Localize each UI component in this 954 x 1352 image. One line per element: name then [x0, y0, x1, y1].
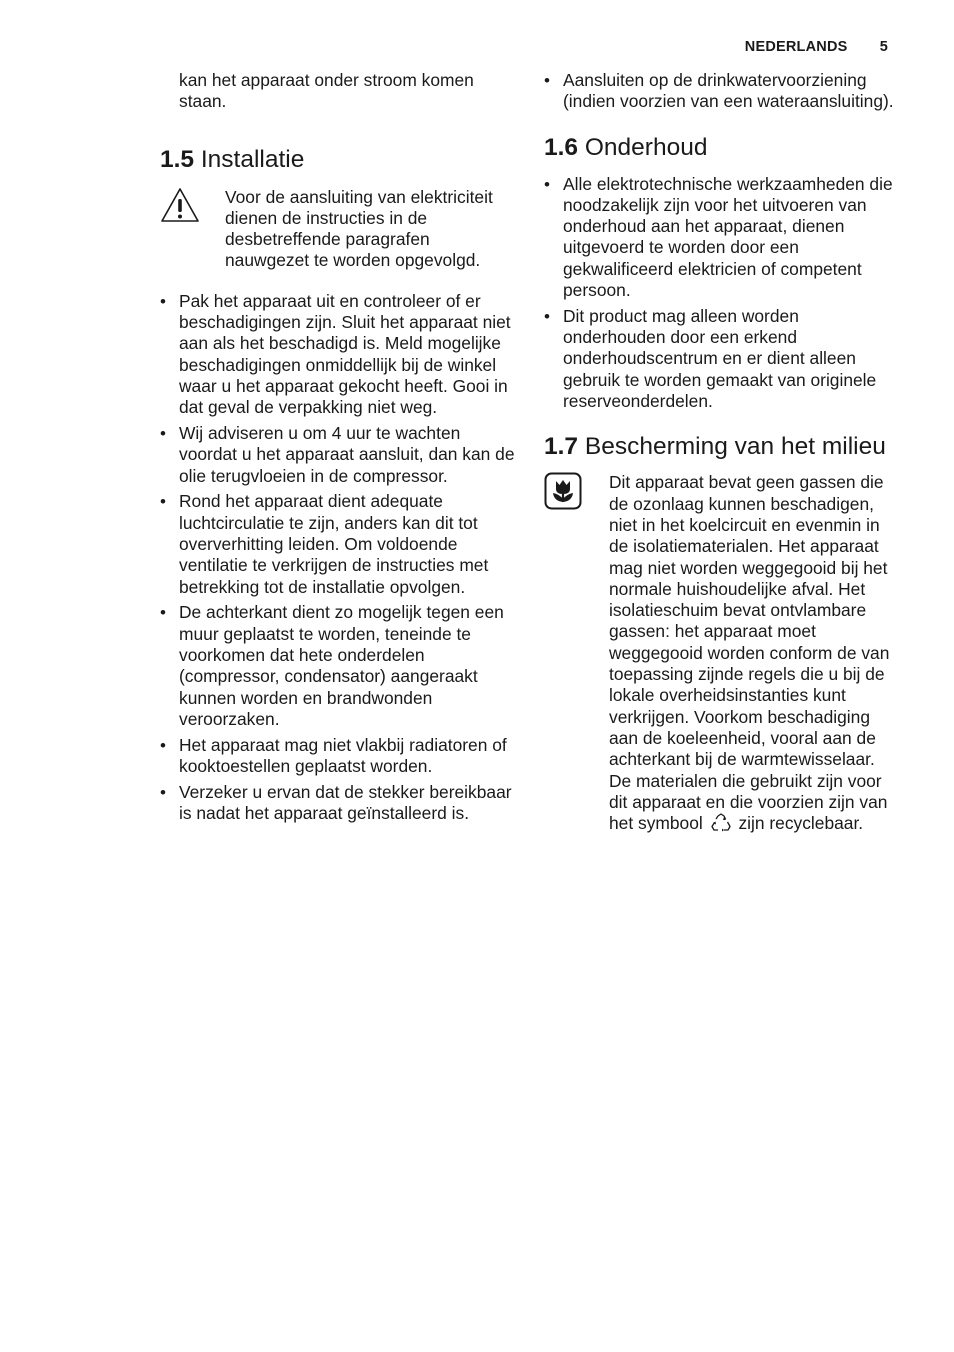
environment-text-main: Dit apparaat bevat geen gassen die de ozonlaag kunnen beschadigen, niet in het koelcircuit en evenmin in de isolatiematerialen. Het apparaat mag niet worden weggegooid bij het normale huishoudelijke afval. Het isolatieschuim bevat ontvlambare gassen: het apparaat moet weggegooid worden conform de van toepassing zijnde regels die u bij de lokale overheidsinstanties kunt verkrijgen. Voorkom beschadiging aan de koeleenheid, vooral aan de achterkant bij de warmtewisselaar. De materialen die gebruikt zijn voor dit apparaat en die voorzien zijn van het symbool — [609, 472, 890, 834]
maintenance-list — [544, 174, 899, 413]
list-item: • Het apparaat mag niet vlakbij radiatoren of kooktoestellen geplaatst worden. — [160, 735, 515, 778]
section-number: 1.5 — [160, 145, 195, 173]
environment-text — [609, 472, 899, 838]
recycle-icon — [710, 813, 732, 838]
section-title: Bescherming van het milieu — [584, 433, 886, 461]
header-language: NEDERLANDS — [744, 39, 848, 55]
section-number: 1.7 — [544, 433, 579, 461]
section-number: 1.6 — [544, 133, 579, 161]
electrical-warning — [160, 187, 515, 272]
list-item: • De achterkant dient zo mogelijk tegen een muur geplaatst te worden, teneinde te voorkomen dat hete onderdelen (compressor, condensator) aangeraakt kunnen worden en brandwonden veroorzaken. — [160, 602, 515, 730]
right-column — [544, 70, 899, 838]
intro-text: kan het apparaat onder stroom komen staan. — [179, 70, 474, 112]
list-item: • Dit product mag alleen worden onderhouden door een erkend onderhoudscentrum en er dient alleen gebruik te worden gemaakt van originele reserveonderdelen. — [544, 306, 899, 412]
environment-tulip-icon — [544, 472, 582, 515]
list-item: • Wij adviseren u om 4 uur te wachten voordat u het apparaat aansluit, dan kan de olie terugvloeien in de compressor. — [160, 423, 515, 487]
installation-list — [160, 291, 515, 825]
section-title: Onderhoud — [584, 133, 708, 161]
warning-triangle-icon — [160, 187, 200, 228]
section-heading-1-5 — [160, 146, 515, 174]
page-header — [745, 39, 888, 55]
left-column — [160, 70, 515, 829]
section-title: Installatie — [200, 145, 305, 173]
section-heading-1-7 — [544, 433, 899, 461]
list-item: • Aansluiten op de drinkwatervoorziening (indien voorzien van een wateraansluiting). — [544, 70, 899, 113]
list-item: • Verzeker u ervan dat de stekker bereikbaar is nadat het apparaat geïnstalleerd is. — [160, 782, 515, 825]
environment-note — [544, 472, 899, 838]
warning-text: Voor de aansluiting van elektriciteit dienen de instructies in de desbetreffende paragrafen nauwgezet te worden opgevolgd. — [225, 186, 493, 271]
list-item: • Pak het apparaat uit en controleer of er beschadigingen zijn. Sluit het apparaat niet aan als het beschadigd is. Meld mogelijke beschadigingen onmiddellijk bij de winkel waar u het apparaat gekocht heeft. Gooi in dat geval de verpakking niet weg. — [160, 291, 515, 419]
water-connection-list — [544, 70, 899, 113]
page-number: 5 — [879, 39, 888, 55]
list-item: • Alle elektrotechnische werkzaamheden die noodzakelijk zijn voor het uitvoeren van onderhoud aan het apparaat, dienen uitgevoerd te worden door een gekwalificeerd elektricien of competent persoon. — [544, 174, 899, 302]
environment-text-end: zijn recyclebaar. — [738, 813, 864, 834]
list-item: • Rond het apparaat dient adequate luchtcirculatie te zijn, anders kan dit tot oververhitting leiden. Om voldoende ventilatie te verkrijgen de instructies met betrekking tot de installatie opvolgen. — [160, 491, 515, 597]
section-heading-1-6 — [544, 134, 899, 162]
